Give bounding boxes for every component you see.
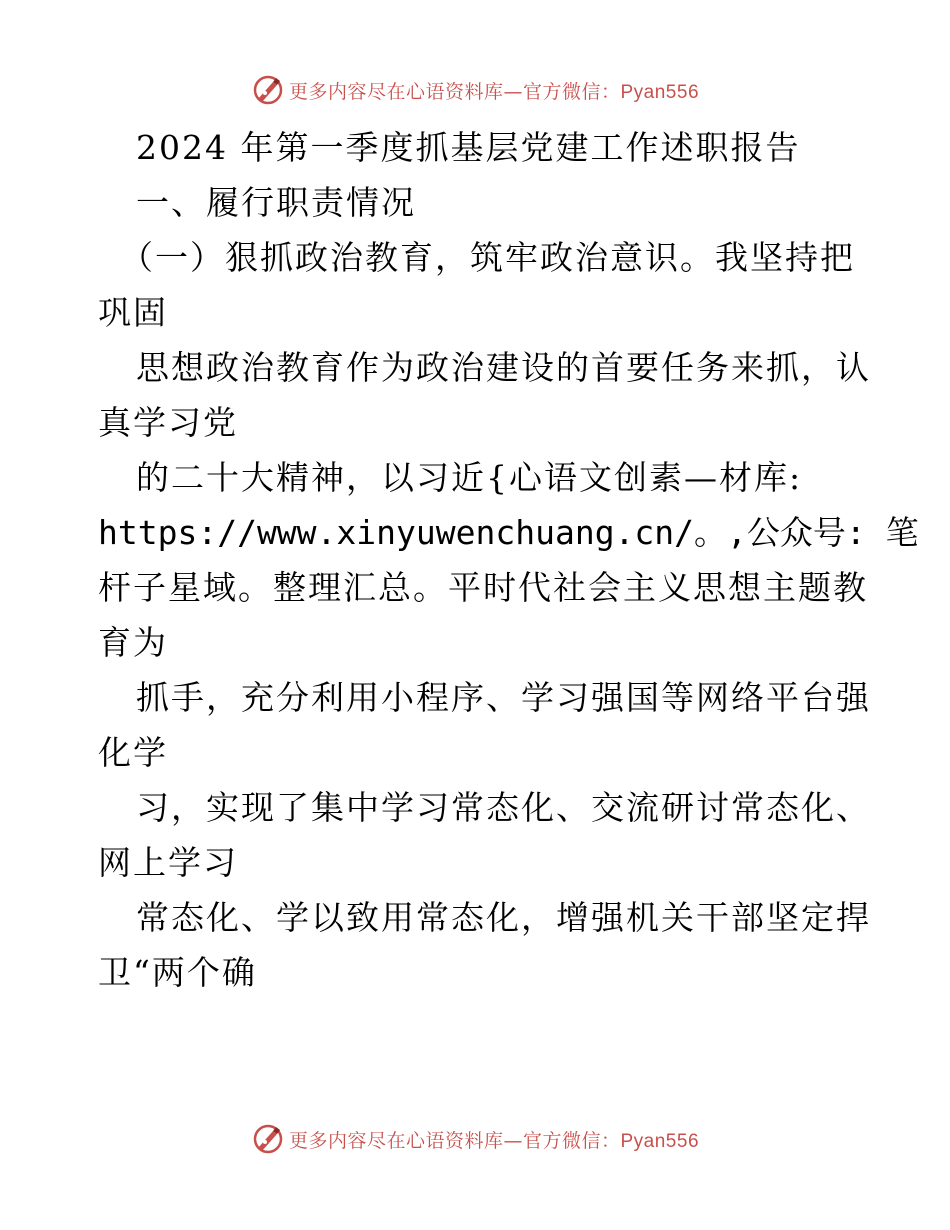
paragraph-line: 真学习党	[98, 403, 238, 442]
document-title: 2024 年第一季度抓基层党建工作述职报告	[136, 128, 801, 167]
banner-wechat-id: Pyan556	[620, 1130, 700, 1152]
section-heading: 一、履行职责情况	[136, 183, 416, 222]
paragraph-line: 巩固	[98, 293, 168, 332]
banner-main-text: 更多内容尽在心语资料库	[288, 1129, 504, 1152]
paragraph-line: 抓手，充分利用小程序、学习强国等网络平台强	[136, 678, 871, 717]
banner-main-text: 更多内容尽在心语资料库	[288, 80, 504, 103]
paragraph-line-url: https://www.xinyuwenchuang.cn/。,公众号: 笔	[98, 513, 919, 552]
document-body	[98, 120, 919, 1000]
banner-text	[289, 77, 699, 104]
banner-separator: —	[503, 80, 523, 103]
paragraph-line: 化学	[98, 733, 168, 772]
paragraph-line: （一）狠抓政治教育，筑牢政治意识。我坚持把	[120, 238, 855, 277]
paragraph-line: 育为	[98, 623, 168, 662]
banner-text	[289, 1126, 699, 1153]
banner-contact-label: 官方微信：	[522, 80, 621, 103]
banner-content	[251, 73, 699, 107]
banner-content	[251, 1122, 699, 1156]
paragraph-line: 习，实现了集中学习常态化、交流研讨常态化、	[136, 788, 871, 827]
paragraph-line: 杆子星域。整理汇总。平时代社会主义思想主题教	[98, 568, 868, 607]
banner-wechat-id: Pyan556	[620, 81, 700, 103]
header-banner	[0, 70, 950, 110]
banner-separator: —	[503, 1129, 523, 1152]
paragraph-line: 的二十大精神，以习近{心语文创素—材库:	[136, 458, 803, 497]
pen-logo-icon	[251, 73, 285, 107]
paragraph-line: 思想政治教育作为政治建设的首要任务来抓，认	[136, 348, 871, 387]
paragraph-line: 网上学习	[98, 843, 238, 882]
pen-logo-icon	[251, 1122, 285, 1156]
footer-banner	[0, 1119, 950, 1159]
paragraph-line: 卫“两个确	[98, 953, 257, 992]
banner-contact-label: 官方微信：	[522, 1129, 621, 1152]
paragraph-line: 常态化、学以致用常态化，增强机关干部坚定捍	[136, 898, 871, 937]
